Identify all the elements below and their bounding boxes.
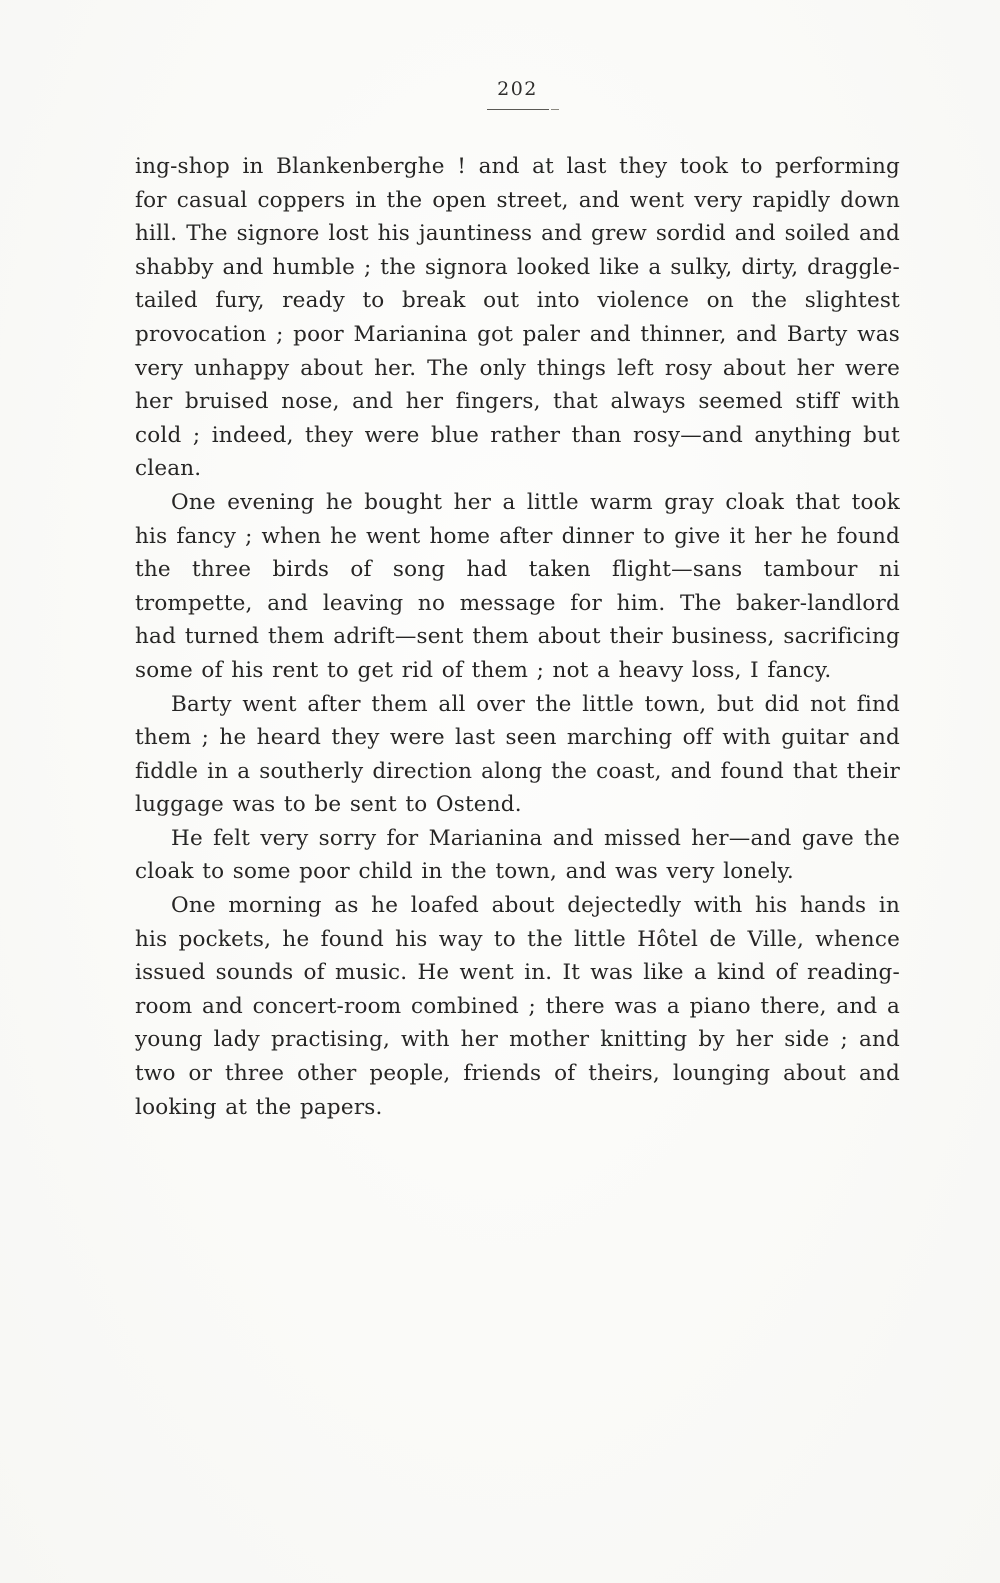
paragraph-continuation: ing-shop in Blankenberghe ! and at last they took to performing for casual coppers in the open street, and went very rapidly down hill. The signore lost his jauntiness and grew sordid and soiled and shabby and humble ; the signora looked like a sulky, dirty, draggle-tailed fury, ready to break out into violence on the slightest provocation ; poor Marianina got paler and thinner, and Barty was very unhappy about her. The only things left rosy about her were her bruised nose, and her fingers, that always seemed stiff with cold ; indeed, they were blue rather than rosy—and anything but clean. [135,154,900,482]
page-number: 202 [497,78,538,100]
paragraph: One evening he bought her a little warm gray cloak that took his fancy ; when he went home after dinner to give it her he found the three birds of song had taken flight—sans tambour ni trompette, and leaving no message for him. The baker-landlord had turned them adrift—sent them about their business, sacrificing some of his rent to get rid of them ; not a heavy loss, I fancy. [135,489,900,683]
page-number-rule [487,109,549,110]
paragraph: He felt very sorry for Marianina and missed her—and gave the cloak to some poor child in the town, and was very lonely. [135,825,900,885]
paragraph: One morning as he loafed about dejectedly with his hands in his pockets, he found his way to the little Hôtel de Ville, whence issued sounds of music. He went in. It was like a kind of reading-room and concert-room combined ; there was a piano there, and a young lady practising, with her mother knitting by her side ; and two or three other people, friends of theirs, lounging about and looking at the papers. [135,893,900,1120]
paragraph: Barty went after them all over the little town, but did not find them ; he heard they were last seen marching off with guitar and fiddle in a southerly direction along the coast, and found that their luggage was to be sent to Ostend. [135,691,900,818]
text-block [135,150,900,1124]
